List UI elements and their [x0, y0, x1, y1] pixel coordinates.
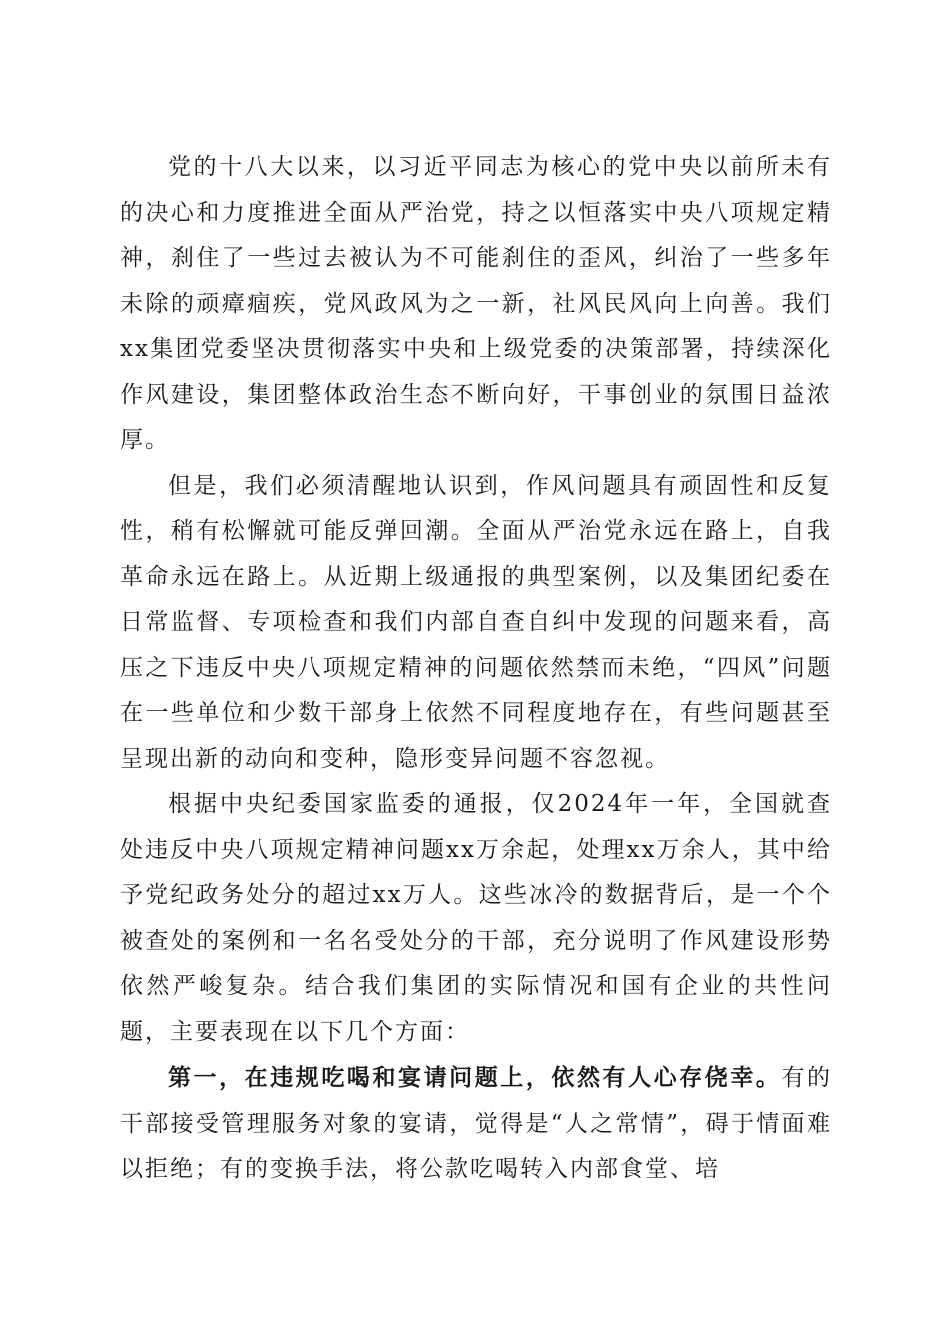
paragraph-2-text: 但是，我们必须清醒地认识到，作风问题具有顽固性和反复性，稍有松懈就可能反弹回潮。全面从严治党永远在路上，自我革命永远在路上。从近期上级通报的典型案例，以及集团纪委在日常监督、专项检查和我们内部自查自纠中发现的问题来看，高压之下违反中央八项规定精神的问题依然禁而未绝，“四风”问题在一些单位和少数干部身上依然不同程度地存在，有些问题甚至呈现出新的动向和变种，隐形变异问题不容忽视。 [120, 472, 832, 772]
paragraph-3-text: 根据中央纪委国家监委的通报，仅2024年一年，全国就查处违反中央八项规定精神问题xx万余起，处理xx万余人，其中给予党纪政务处分的超过xx万人。这些冰冷的数据背后，是一个个被查处的案例和一名名受处分的干部，充分说明了作风建设形势依然严峻复杂。结合我们集团的实际情况和国有企业的共性问题，主要表现在以下几个方面： [120, 791, 832, 1045]
paragraph-2 [120, 464, 832, 783]
paragraph-1-text: 党的十八大以来，以习近平同志为核心的党中央以前所未有的决心和力度推进全面从严治党，持之以恒落实中央八项规定精神，刹住了一些过去被认为不可能刹住的歪风，纠治了一些多年未除的顽瘴痼疾，党风政风为之一新，社风民风向上向善。我们xx集团党委坚决贯彻落实中央和上级党委的决策部署，持续深化作风建设，集团整体政治生态不断向好，干事创业的氛围日益浓厚。 [120, 154, 832, 453]
paragraph-1 [120, 145, 832, 464]
document-page [120, 145, 832, 1193]
paragraph-3 [120, 782, 832, 1055]
paragraph-4-text: 有的干部接受管理服务对象的宴请，觉得是“人之常情”，碍于情面难以拒绝；有的变换手法，将公款吃喝转入内部食堂、培 [120, 1065, 833, 1182]
paragraph-4 [120, 1055, 832, 1193]
paragraph-4-lead: 第一，在违规吃喝和宴请问题上，依然有人心存侥幸。 [168, 1064, 782, 1091]
